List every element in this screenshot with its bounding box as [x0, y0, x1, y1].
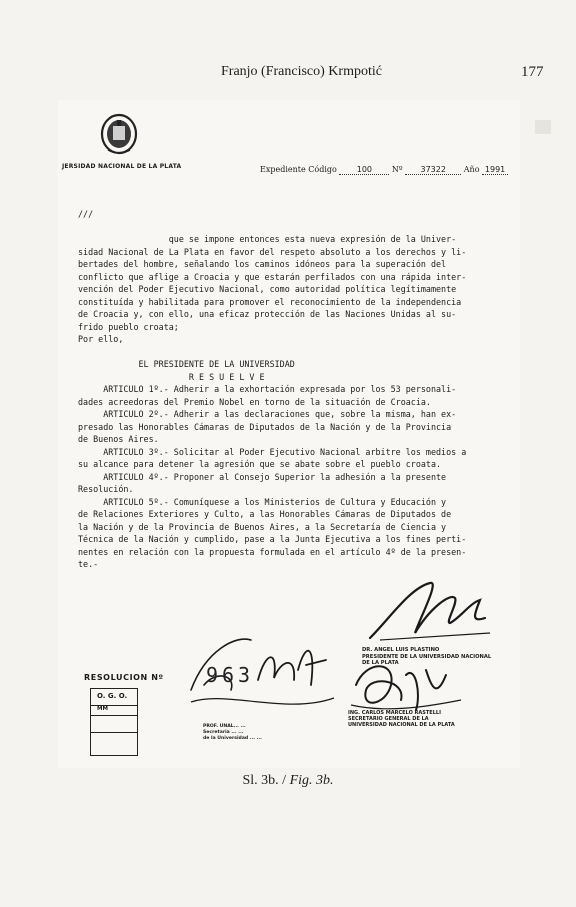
body-line: la Nación y de la Provincia de Buenos Aires, a la Secretaría de Ciencia y	[78, 521, 447, 532]
body-line: su alcance para detener la agresión que se abate sobre el pueblo croata.	[78, 459, 442, 469]
svg-text:9: 9	[206, 663, 219, 687]
body-line: de Buenos Aires.	[78, 434, 159, 444]
body-line: EL PRESIDENTE DE LA UNIVERSIDAD	[78, 359, 295, 369]
expediente-ano-label: Año	[463, 165, 480, 174]
signatory-3-name: ING. CARLOS MARCELO RASTELLI SECRETARIO GENERAL DE LA UNIVERSIDAD NACIONAL DE LA PLATA	[348, 710, 455, 728]
body-line: ARTICULO 2º.- Adherir a las declaraciones que, sobre la misma, han ex-	[78, 409, 457, 419]
expediente-numero-value: 37322	[405, 165, 461, 175]
resolucion-box-cell	[91, 733, 137, 750]
body-line: Por ello,	[78, 334, 124, 344]
body-line: que se impone entonces esta nueva expresión de la Univer-	[78, 234, 457, 244]
body-line: nentes en relación con la propuesta formulada en el artículo 4º de la presen-	[78, 546, 467, 557]
body-line: de Croacia y, con ello, una eficaz protección de las Naciones Unidas al su-	[78, 309, 457, 319]
svg-text:3: 3	[238, 663, 251, 687]
resolucion-box-cell: MM	[91, 706, 137, 716]
caption-text: Sl. 3b. /	[242, 773, 290, 788]
resolucion-box-cell: O. G. O.	[91, 689, 137, 706]
body-line: sidad Nacional de La Plata en favor del respeto absoluto a los derechos y li-	[78, 246, 467, 257]
resolucion-box-cell	[91, 716, 137, 733]
body-line: vención del Poder Ejecutivo Nacional, como autoridad política legítimamente	[78, 284, 457, 294]
body-line	[78, 221, 510, 234]
running-head	[0, 64, 576, 84]
scanned-document	[58, 100, 520, 768]
expediente-ano-value: 1991	[482, 165, 508, 175]
body-line: R E S U E L V E	[78, 371, 265, 382]
figure-caption	[0, 773, 576, 789]
body-line: presado las Honorables Cámaras de Diputados de la Nación y de la Provincia	[78, 421, 452, 432]
running-head-author: Franjo (Francisco) Krmpotić	[221, 64, 382, 79]
body-line	[78, 346, 510, 359]
body-line: ARTICULO 1º.- Adherir a la exhortación expresada por los 53 personali-	[78, 384, 457, 394]
bleed-through-mark	[535, 120, 551, 134]
university-seal-icon	[99, 112, 139, 158]
signature-plastino-icon	[360, 578, 500, 648]
body-line: de Relaciones Exteriores y Culto, a las Honorables Cámaras de Diputados de	[78, 509, 452, 519]
resolution-number-signature-icon	[186, 630, 336, 720]
university-name: JERSIDAD NACIONAL DE LA PLATA	[62, 163, 182, 170]
signatory-2-name: PROF. UNAL... ... Secretaria ... ... de la Universidad ... ...	[203, 724, 262, 741]
body-line: ARTICULO 4º.- Proponer al Consejo Superior la adhesión a la presente	[78, 471, 447, 482]
body-line: constituída y habilitada para promover el reconocimiento de la independencia	[78, 296, 462, 307]
body-line: ARTICULO 3º.- Solicitar al Poder Ejecutivo Nacional arbitre los medios a	[78, 446, 467, 457]
body-line: frido pueblo croata;	[78, 321, 179, 332]
resolucion-box	[90, 688, 138, 756]
expediente-codigo-label: Expediente Código	[260, 165, 337, 174]
signatory-1-name: DR. ANGEL LUIS PLASTINO PRESIDENTE DE LA UNIVERSIDAD NACIONAL DE LA PLATA	[362, 647, 492, 666]
body-line: bertades del hombre, señalando los caminos idóneos para la superación del	[78, 259, 447, 269]
expediente-codigo-value: 100	[339, 165, 389, 175]
page-number: 177	[521, 64, 544, 80]
caption-italic: Fig. 3b.	[289, 773, 334, 788]
expediente-line	[260, 165, 508, 175]
body-line: Técnica de la Nación y cumplido, pase a la Junta Ejecutiva a los fines perti-	[78, 534, 467, 544]
body-line: Resolución.	[78, 484, 134, 494]
expediente-no-label: Nº	[391, 165, 403, 174]
body-line: dades acreedoras del Premio Nobel en torno de la situación de Croacia.	[78, 396, 431, 407]
body-line: ARTICULO 5º.- Comuníquese a los Ministerios de Cultura y Educación y	[78, 496, 447, 507]
resolution-body	[78, 208, 510, 571]
body-line: conflicto que aflige a Croacia y que estarán perfilados con una rápida inter-	[78, 271, 467, 282]
resolucion-label: RESOLUCION Nº	[84, 673, 164, 682]
body-line: ///	[78, 209, 94, 219]
body-line: te.-	[78, 559, 99, 569]
svg-text:6: 6	[222, 663, 235, 687]
